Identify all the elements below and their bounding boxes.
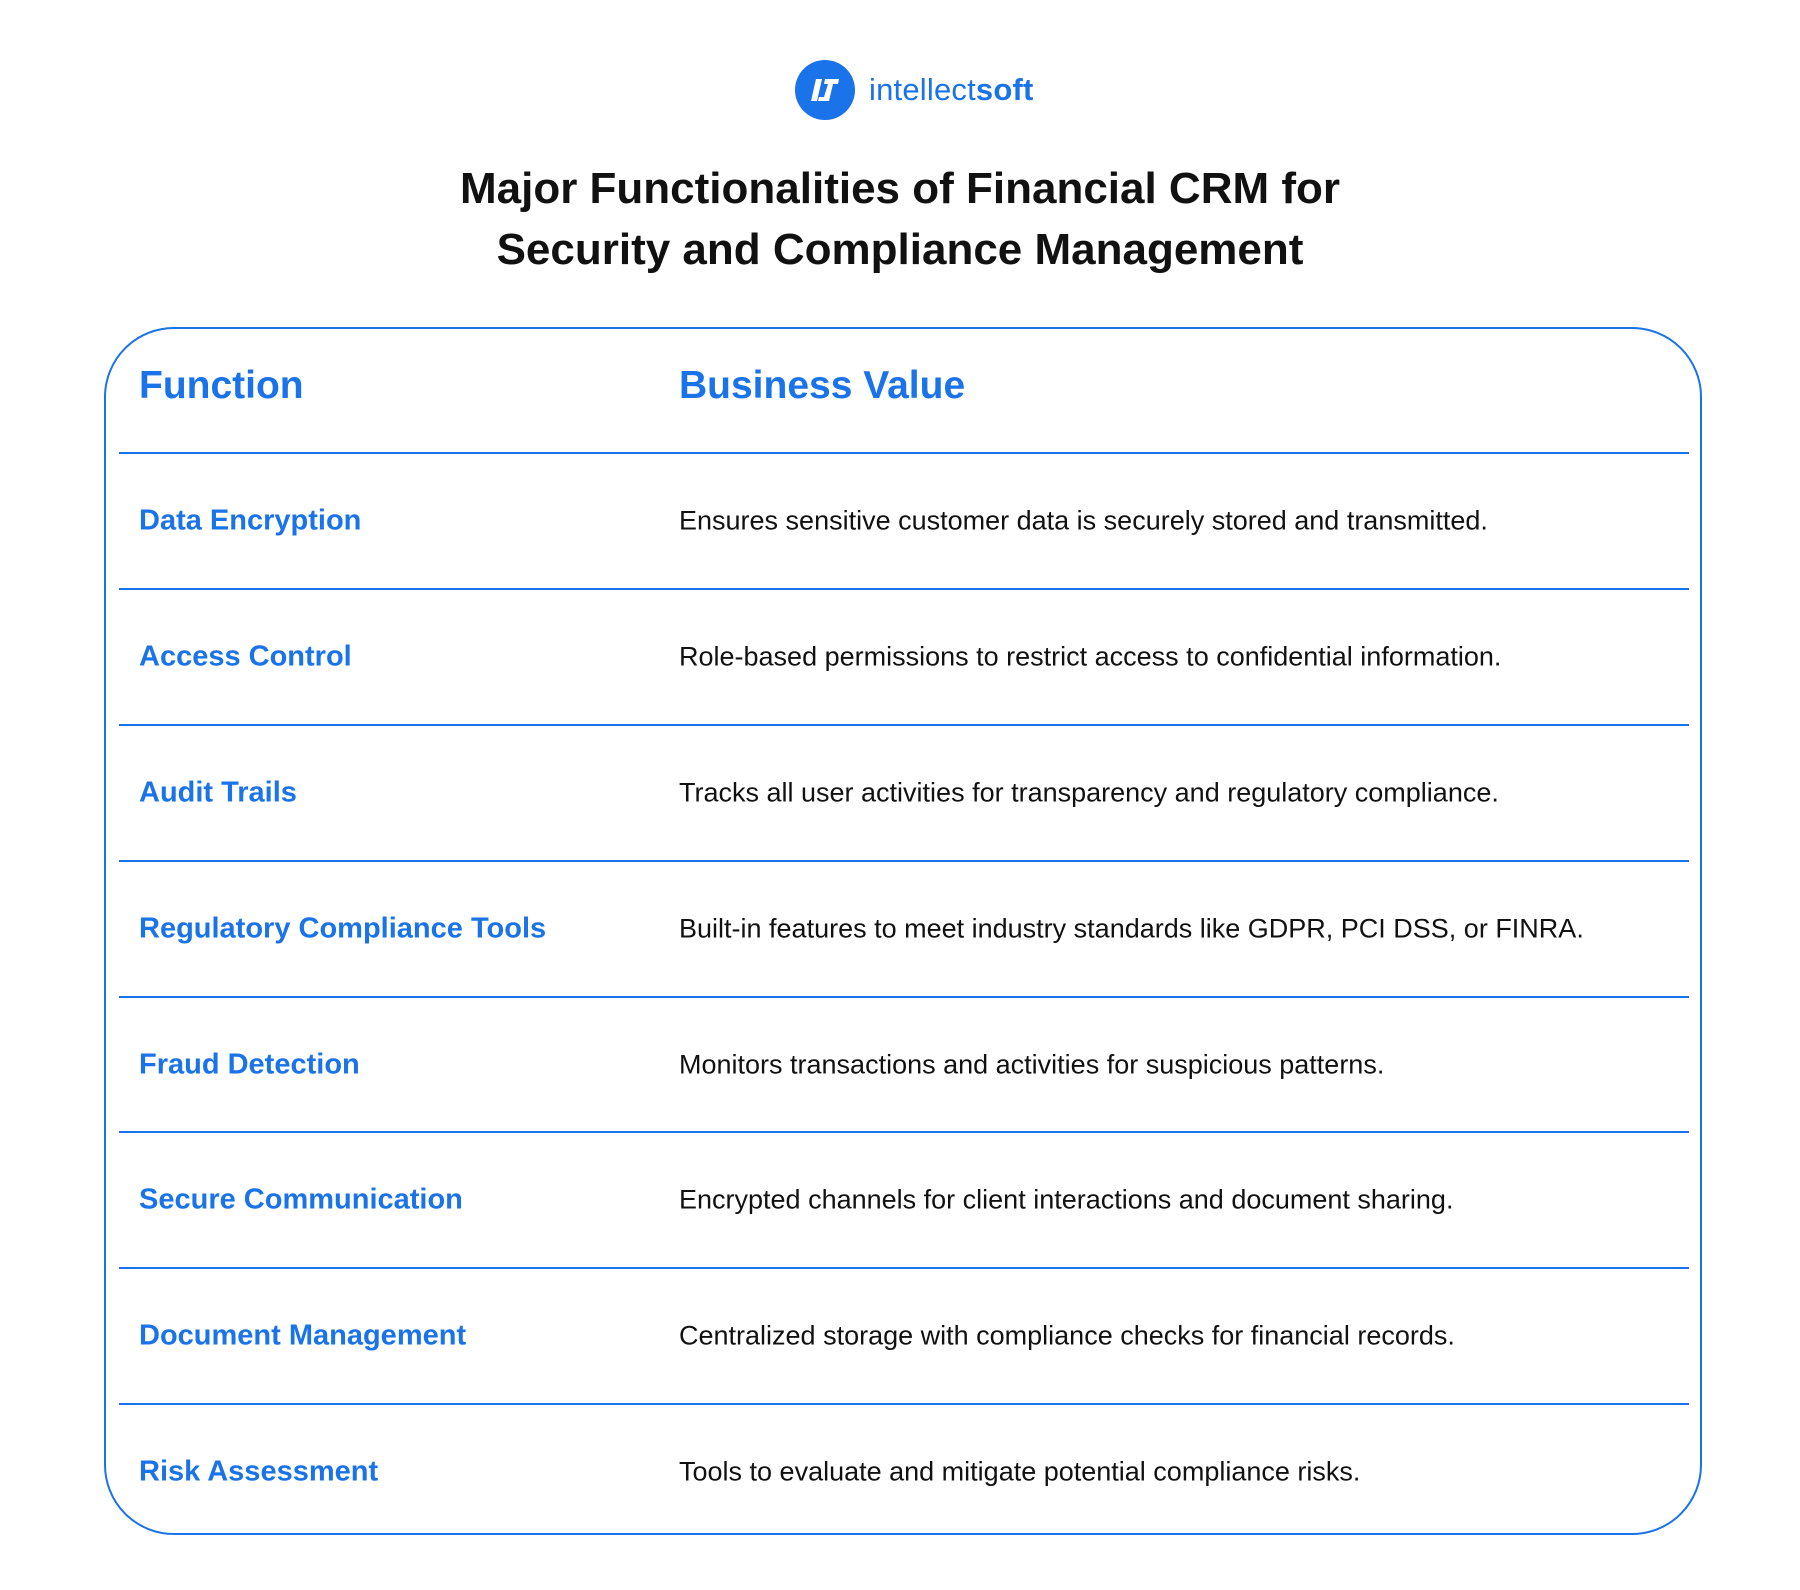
brand-logo [795, 60, 1034, 120]
logo-mark-icon [795, 60, 855, 120]
table-row [0, 997, 1800, 1133]
function-name: Data Encryption [139, 504, 362, 537]
business-value: Encrypted channels for client interactions and document sharing. [679, 1184, 1454, 1215]
table-row [0, 1268, 1800, 1404]
business-value: Built-in features to meet industry standards like GDPR, PCI DSS, or FINRA. [679, 913, 1584, 944]
table-row [0, 453, 1800, 589]
function-name: Secure Communication [139, 1183, 463, 1216]
header-business-value: Business Value [679, 364, 966, 407]
logo-text: intellectsoft [869, 72, 1034, 107]
function-name: Fraud Detection [139, 1048, 360, 1081]
table-row [0, 589, 1800, 725]
business-value: Role-based permissions to restrict access to confidential information. [679, 641, 1502, 672]
header-function: Function [139, 364, 304, 407]
table-row [0, 1404, 1800, 1540]
title-line-1: Major Functionalities of Financial CRM for [459, 164, 1341, 213]
business-value: Ensures sensitive customer data is securely stored and transmitted. [679, 505, 1488, 536]
table-row [0, 725, 1800, 861]
business-value: Tracks all user activities for transparency and regulatory compliance. [679, 777, 1499, 808]
function-name: Regulatory Compliance Tools [139, 912, 547, 945]
business-value: Centralized storage with compliance checks for financial records. [679, 1320, 1455, 1351]
page-title [0, 158, 1800, 280]
table-row [0, 1132, 1800, 1268]
function-name: Risk Assessment [139, 1455, 379, 1488]
function-name: Audit Trails [139, 776, 297, 809]
table-row [0, 861, 1800, 997]
function-name: Document Management [139, 1319, 467, 1352]
business-value: Tools to evaluate and mitigate potential compliance risks. [679, 1456, 1361, 1487]
title-line-2: Security and Compliance Management [496, 225, 1304, 274]
business-value: Monitors transactions and activities for suspicious patterns. [679, 1049, 1385, 1080]
function-name: Access Control [139, 640, 352, 673]
